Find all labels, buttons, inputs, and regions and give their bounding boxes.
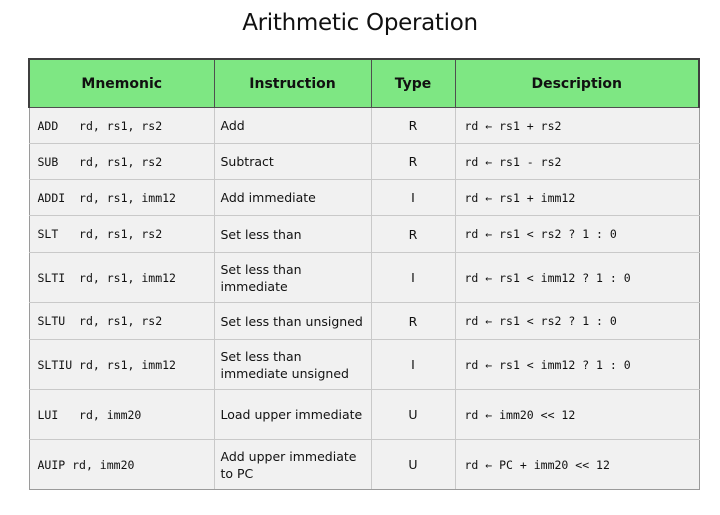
table-row (29, 108, 699, 144)
type-cell: U (371, 390, 455, 440)
mnemonic-cell: SUB rd, rs1, rs2 (29, 144, 214, 180)
page-title: Arithmetic Operation (242, 10, 478, 36)
mnemonic-cell: LUI rd, imm20 (29, 390, 214, 440)
type-cell: R (371, 303, 455, 340)
instruction-text-line-1: Set less than (220, 261, 302, 277)
header-mnemonic: Mnemonic (29, 59, 214, 108)
table-row (29, 390, 699, 440)
table-row (29, 340, 699, 390)
description-cell: rd ← rs1 < rs2 ? 1 : 0 (455, 216, 699, 253)
table-row (29, 303, 699, 340)
header-instruction: Instruction (214, 59, 371, 108)
table-header-row (29, 59, 699, 108)
instruction-text: Add immediate (220, 190, 316, 205)
instruction-text-line-1: Set less than (220, 348, 302, 364)
instruction-cell (214, 253, 371, 303)
type-cell: I (371, 180, 455, 216)
instruction-cell (214, 108, 371, 144)
instruction-text-line-2: immediate (220, 278, 288, 294)
instruction-text-line-1: Add upper immediate (220, 448, 357, 464)
instruction-text-line-2: immediate unsigned (220, 365, 349, 381)
header-type: Type (371, 59, 455, 108)
instruction-cell (214, 303, 371, 340)
instruction-text-line-2: to PC (220, 465, 254, 481)
type-cell: U (371, 440, 455, 490)
instruction-cell (214, 216, 371, 253)
header-description: Description (455, 59, 699, 108)
instruction-text: Subtract (220, 154, 274, 169)
mnemonic-cell: SLTI rd, rs1, imm12 (29, 253, 214, 303)
type-cell: R (371, 144, 455, 180)
table-row (29, 440, 699, 490)
instruction-cell (214, 144, 371, 180)
mnemonic-cell: ADDI rd, rs1, imm12 (29, 180, 214, 216)
description-cell: rd ← rs1 < imm12 ? 1 : 0 (455, 253, 699, 303)
description-cell: rd ← rs1 + imm12 (455, 180, 699, 216)
description-cell: rd ← rs1 + rs2 (455, 108, 699, 144)
instruction-cell (214, 390, 371, 440)
type-cell: I (371, 340, 455, 390)
instruction-text: Load upper immediate (220, 407, 363, 422)
table-row (29, 253, 699, 303)
table-row (29, 216, 699, 253)
arithmetic-operations-table (28, 58, 700, 490)
mnemonic-cell: AUIP rd, imm20 (29, 440, 214, 490)
type-cell: I (371, 253, 455, 303)
type-cell: R (371, 216, 455, 253)
description-cell: rd ← rs1 < rs2 ? 1 : 0 (455, 303, 699, 340)
description-cell: rd ← PC + imm20 << 12 (455, 440, 699, 490)
table-row (29, 180, 699, 216)
instruction-cell (214, 440, 371, 490)
mnemonic-cell: SLTU rd, rs1, rs2 (29, 303, 214, 340)
instruction-text: Set less than (220, 226, 302, 242)
mnemonic-cell: ADD rd, rs1, rs2 (29, 108, 214, 144)
mnemonic-cell: SLTIU rd, rs1, imm12 (29, 340, 214, 390)
instruction-cell (214, 180, 371, 216)
mnemonic-cell: SLT rd, rs1, rs2 (29, 216, 214, 253)
description-cell: rd ← rs1 < imm12 ? 1 : 0 (455, 340, 699, 390)
table-row (29, 144, 699, 180)
description-cell: rd ← rs1 - rs2 (455, 144, 699, 180)
type-cell: R (371, 108, 455, 144)
description-cell: rd ← imm20 << 12 (455, 390, 699, 440)
instruction-text: Add (220, 118, 245, 133)
instruction-text: Set less than unsigned (220, 313, 363, 329)
instruction-cell (214, 340, 371, 390)
